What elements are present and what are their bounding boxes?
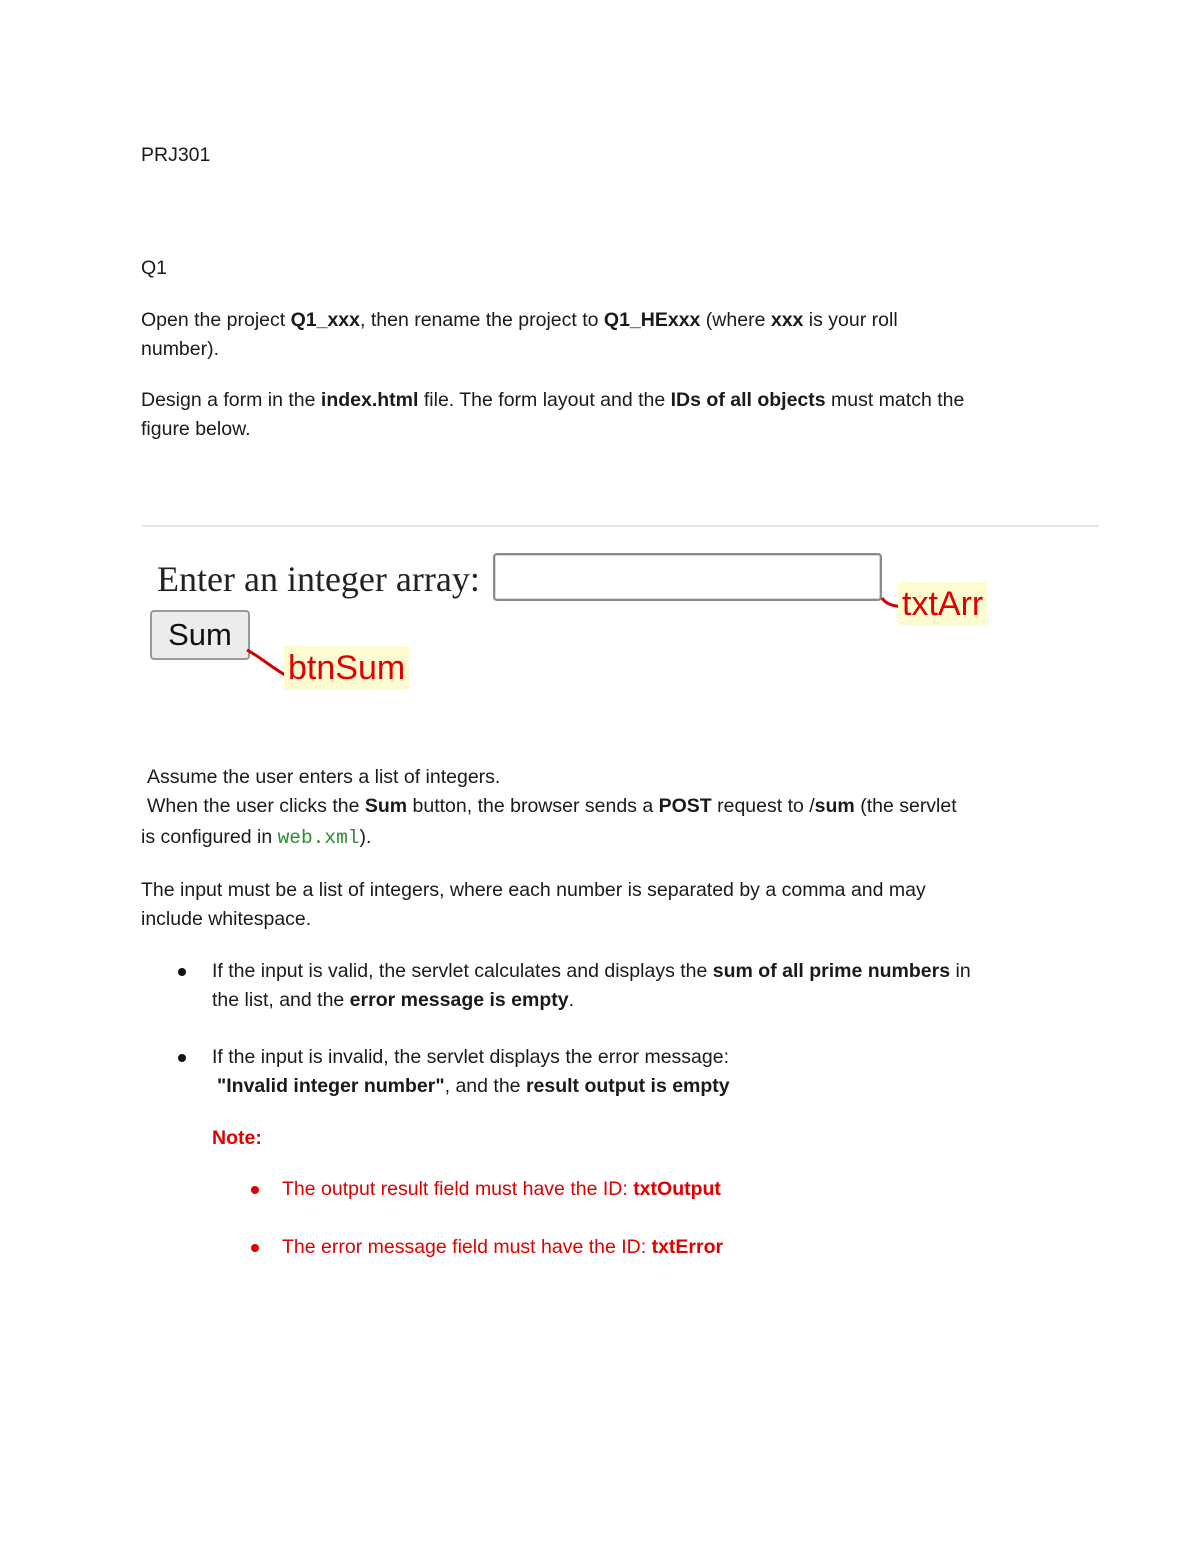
output-id: txtOutput <box>633 1178 721 1200</box>
error-id: txtError <box>651 1236 724 1258</box>
callout-line-btnSum <box>247 650 287 676</box>
note-item-error: The error message field must have the ID: txtError <box>282 1236 724 1258</box>
callout-txtArr: txtArr <box>898 582 987 626</box>
course-code: PRJ301 <box>141 144 211 166</box>
figure-label: Enter an integer array: <box>157 559 480 599</box>
figure-sum-button: Sum <box>150 610 250 660</box>
note-bullet-dot <box>251 1186 259 1194</box>
behavior-line-2: When the user clicks the Sum button, the browser sends a POST request to /sum (the servlet <box>147 795 957 817</box>
callout-lines <box>0 0 1200 720</box>
note-title: Note: <box>212 1127 262 1149</box>
bullet-valid-line-1: If the input is valid, the servlet calculates and displays the sum of all prime numbers in <box>212 960 971 982</box>
bullet-valid-line-2: the list, and the error message is empty. <box>212 989 575 1011</box>
bullet-invalid-line-1: If the input is invalid, the servlet displays the error message: <box>212 1046 729 1068</box>
input-rule-line-2: include whitespace. <box>141 908 312 930</box>
note-item-output: The output result field must have the ID: txtOutput <box>282 1178 721 1200</box>
behavior-line-1: Assume the user enters a list of integers. <box>147 766 501 788</box>
bullet-invalid-line-2: "Invalid integer number", and the result output is empty <box>217 1075 730 1097</box>
input-rule-line-1: The input must be a list of integers, where each number is separated by a comma and may <box>141 879 926 901</box>
bullet-dot <box>178 968 186 976</box>
intro-paragraph-2-line2: figure below. <box>141 418 251 440</box>
intro-paragraph-2: Design a form in the index.html file. The form layout and the IDs of all objects must match the <box>141 389 965 411</box>
intro-paragraph-1-line2: number). <box>141 338 220 360</box>
error-message-text: "Invalid integer number" <box>217 1075 445 1097</box>
question-label: Q1 <box>141 257 168 279</box>
bullet-dot <box>178 1054 186 1062</box>
callout-btnSum: btnSum <box>284 646 409 690</box>
file-name: index.html <box>320 389 419 411</box>
note-bullet-dot <box>251 1244 259 1252</box>
intro-paragraph-1: Open the project Q1_xxx, then rename the project to Q1_HExxx (where xxx is your roll <box>141 309 898 331</box>
behavior-line-3: is configured in web.xml). <box>141 826 372 849</box>
renamed-project: Q1_HExxx <box>603 309 701 331</box>
project-name: Q1_xxx <box>290 309 360 331</box>
config-file: web.xml <box>277 827 360 849</box>
